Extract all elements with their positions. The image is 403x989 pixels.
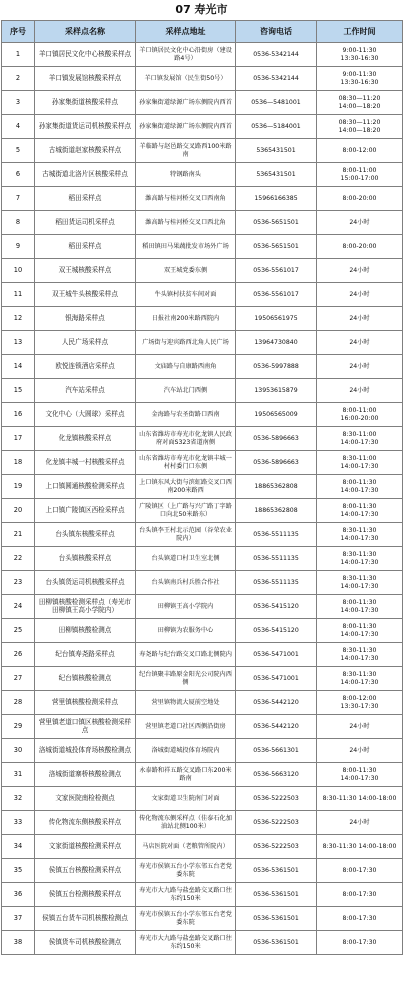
cell-site-address: 羊口镇居民文化中心沿街房（建设路4号） [136, 43, 236, 67]
cell-phone: 0536-5471001 [236, 643, 317, 667]
cell-site-address: 马店医院对面（老粮管所院内） [136, 835, 236, 859]
cell-index: 17 [2, 427, 35, 451]
cell-phone: 5365431501 [236, 139, 317, 163]
cell-site-name: 化龙镇丰城一村核酸采样点 [35, 451, 136, 475]
cell-phone: 0536-5511135 [236, 547, 317, 571]
table-row [2, 379, 403, 403]
cell-site-address: 日报社南200米路西院内 [136, 307, 236, 331]
cell-hours: 8:30-11:30 14:00-17:30 [317, 547, 403, 571]
table-row [2, 571, 403, 595]
cell-phone: 13964730840 [236, 331, 317, 355]
cell-index: 37 [2, 907, 35, 931]
cell-hours: 8:30-11:30 14:00-17:30 [317, 643, 403, 667]
cell-hours: 8:30-11:00 14:00-17:30 [317, 451, 403, 475]
cell-site-address: 田柳镇为农服务中心 [136, 619, 236, 643]
header-index: 序号 [2, 21, 35, 43]
table-row [2, 739, 403, 763]
cell-site-name: 上口镇广陵镇区西检采样点 [35, 499, 136, 523]
cell-site-address: 营里镇物流大厦前空地处 [136, 691, 236, 715]
cell-phone: 0536-5222503 [236, 811, 317, 835]
cell-hours: 8:00-11:30 14:00-17:30 [317, 499, 403, 523]
cell-phone: 19506561975 [236, 307, 317, 331]
cell-site-address: 稻田镇田马果蔬批发市场外广场 [136, 235, 236, 259]
cell-phone: 0536-5222503 [236, 787, 317, 811]
cell-phone: 13953615879 [236, 379, 317, 403]
cell-phone: 0536-5511135 [236, 523, 317, 547]
cell-hours: 8:00-11:30 14:00-17:30 [317, 475, 403, 499]
cell-phone: 0536-5342144 [236, 67, 317, 91]
cell-phone: 0536-5661301 [236, 739, 317, 763]
cell-hours: 24小时 [317, 739, 403, 763]
cell-index: 34 [2, 835, 35, 859]
cell-site-name: 田柳镇核酸检测采样点（寿光市田柳镇王高小学院内） [35, 595, 136, 619]
table-row [2, 667, 403, 691]
cell-phone: 0536-5361501 [236, 883, 317, 907]
table-row [2, 787, 403, 811]
sampling-sites-table [1, 20, 403, 955]
cell-site-address: 传化物流东侧采样点（佳泰石化加油站北侧100米） [136, 811, 236, 835]
cell-site-address: 台头镇李王村北示范园（谷荣农业院内） [136, 523, 236, 547]
cell-phone: 0536-5442120 [236, 691, 317, 715]
cell-site-name: 洛城街道城投体育场核酸检测点 [35, 739, 136, 763]
cell-site-address: 特钢路南头 [136, 163, 236, 187]
cell-site-address: 广陵镇区（上广路与兴广路丁字路口向北50米路东） [136, 499, 236, 523]
table-row [2, 211, 403, 235]
cell-site-address: 永泰路和祥五路交叉路口东200米路南 [136, 763, 236, 787]
cell-index: 11 [2, 283, 35, 307]
cell-site-address: 寿光市大九路与盐垒路交叉路口往东约150米 [136, 931, 236, 955]
cell-phone: 0536-5561017 [236, 259, 317, 283]
cell-phone: 15966166385 [236, 187, 317, 211]
cell-index: 16 [2, 403, 35, 427]
cell-phone: 19506565009 [236, 403, 317, 427]
table-row [2, 163, 403, 187]
cell-site-name: 营里镇老道口镇区核酸检测采样点 [35, 715, 136, 739]
cell-site-address: 台头镇道口村卫生室北侧 [136, 547, 236, 571]
cell-hours: 8:30-11:30 14:00-18:00 [317, 835, 403, 859]
cell-hours: 8:30-11:30 14:00-17:30 [317, 667, 403, 691]
cell-phone: 0536-5361501 [236, 859, 317, 883]
cell-phone: 18865362808 [236, 475, 317, 499]
cell-index: 29 [2, 715, 35, 739]
cell-phone: 0536-5561017 [236, 283, 317, 307]
cell-site-name: 文家街道核酸检测采样点 [35, 835, 136, 859]
cell-site-name: 化龙镇核酸采样点 [35, 427, 136, 451]
cell-phone: 0536-5442120 [236, 715, 317, 739]
header-hours: 工作时间 [317, 21, 403, 43]
cell-site-address: 营里镇老道口社区西侧沿街房 [136, 715, 236, 739]
cell-index: 28 [2, 691, 35, 715]
cell-phone: 0536-5651501 [236, 211, 317, 235]
cell-site-name: 稻田货运司机采样点 [35, 211, 136, 235]
cell-site-name: 台头镇东核酸采样点 [35, 523, 136, 547]
cell-site-address: 纪台镇聚丰路原金阳光公司院内西侧 [136, 667, 236, 691]
cell-hours: 24小时 [317, 211, 403, 235]
table-row [2, 427, 403, 451]
table-row [2, 883, 403, 907]
cell-hours: 08:30—11:20 14:00—18:20 [317, 115, 403, 139]
cell-index: 9 [2, 235, 35, 259]
cell-index: 35 [2, 859, 35, 883]
table-row [2, 691, 403, 715]
cell-index: 5 [2, 139, 35, 163]
table-row [2, 499, 403, 523]
cell-hours: 8:30-11:30 14:00-18:00 [317, 787, 403, 811]
cell-phone: 0536-5222503 [236, 835, 317, 859]
cell-index: 25 [2, 619, 35, 643]
cell-phone: 0536-5896663 [236, 451, 317, 475]
table-row [2, 307, 403, 331]
cell-phone: 0536-5471001 [236, 667, 317, 691]
cell-index: 15 [2, 379, 35, 403]
cell-hours: 8:00-11:30 14:00-17:30 [317, 595, 403, 619]
cell-index: 36 [2, 883, 35, 907]
cell-phone: 0536-5663120 [236, 763, 317, 787]
table-row [2, 187, 403, 211]
cell-site-address: 文家街道卫生院南门对面 [136, 787, 236, 811]
cell-phone: 0536—5481001 [236, 91, 317, 115]
cell-site-address: 牛头镇村扶贫车间对面 [136, 283, 236, 307]
table-row [2, 283, 403, 307]
cell-index: 38 [2, 931, 35, 955]
table-row [2, 931, 403, 955]
header-phone: 咨询电话 [236, 21, 317, 43]
cell-phone: 0536-5342144 [236, 43, 317, 67]
cell-site-name: 侯镇货车司机核酸检测点 [35, 931, 136, 955]
cell-index: 7 [2, 187, 35, 211]
cell-site-address: 山东省潍坊市寿光市化龙镇丰城一村村委门口东侧 [136, 451, 236, 475]
cell-phone: 0536-5896663 [236, 427, 317, 451]
cell-site-address: 汽车站北门西侧 [136, 379, 236, 403]
cell-hours: 8:00-11:00 15:00-17:00 [317, 163, 403, 187]
table-row [2, 403, 403, 427]
table-row [2, 523, 403, 547]
table-row [2, 811, 403, 835]
cell-hours: 24小时 [317, 379, 403, 403]
table-row [2, 475, 403, 499]
cell-site-name: 文化中心（大圆球）采样点 [35, 403, 136, 427]
table-row [2, 907, 403, 931]
cell-site-name: 双王城牛头核酸采样点 [35, 283, 136, 307]
cell-hours: 8:30-11:00 14:00-17:30 [317, 427, 403, 451]
cell-site-address: 寿尧路与纪台路交叉口路北侧院内 [136, 643, 236, 667]
cell-site-address: 寿光市侯镇五台小学东邻五台老党委东院 [136, 907, 236, 931]
cell-site-address: 孙家集街道绿源广场东侧院内西首 [136, 115, 236, 139]
cell-site-name: 稻田采样点 [35, 235, 136, 259]
table-row [2, 259, 403, 283]
cell-index: 4 [2, 115, 35, 139]
cell-phone: 0536-5651501 [236, 235, 317, 259]
cell-hours: 24小时 [317, 307, 403, 331]
cell-hours: 8:30-11:30 14:00-17:30 [317, 523, 403, 547]
cell-phone: 18865362808 [236, 499, 317, 523]
cell-site-name: 纪台镇核酸检测点 [35, 667, 136, 691]
table-row [2, 547, 403, 571]
cell-hours: 9:00-11:30 13:30-16:30 [317, 43, 403, 67]
cell-site-name: 洛城街道寨桥核酸检测点 [35, 763, 136, 787]
cell-index: 18 [2, 451, 35, 475]
table-row [2, 235, 403, 259]
cell-hours: 08:30—11:20 14:00—18:20 [317, 91, 403, 115]
cell-site-address: 羊口镇发展馆（民生街50号） [136, 67, 236, 91]
cell-index: 19 [2, 475, 35, 499]
table-body [2, 43, 403, 955]
table-row [2, 91, 403, 115]
cell-site-address: 孙家集街道绿源广场东侧院内西首 [136, 91, 236, 115]
cell-site-name: 汽车站采样点 [35, 379, 136, 403]
cell-site-address: 台头镇南兵村兵胜合作社 [136, 571, 236, 595]
cell-site-address: 文庙路与自康路西南角 [136, 355, 236, 379]
cell-index: 21 [2, 523, 35, 547]
cell-hours: 8:00-11:30 14:00-17:30 [317, 619, 403, 643]
cell-hours: 8:00-11:00 16:00-20:00 [317, 403, 403, 427]
cell-site-name: 田柳镇核酸检测点 [35, 619, 136, 643]
cell-site-name: 侯镇五台核酸检测采样点 [35, 859, 136, 883]
table-row [2, 595, 403, 619]
cell-site-address: 山东省潍坊市寿光市化龙镇人民政府对面S323省道南侧 [136, 427, 236, 451]
cell-site-name: 双王城核酸采样点 [35, 259, 136, 283]
cell-hours: 8:00-20:00 [317, 187, 403, 211]
cell-hours: 24小时 [317, 811, 403, 835]
cell-index: 31 [2, 763, 35, 787]
cell-site-name: 欧悦连锁酒店采样点 [35, 355, 136, 379]
cell-index: 12 [2, 307, 35, 331]
cell-site-name: 人民广场采样点 [35, 331, 136, 355]
cell-site-name: 侯镇五台检测核酸采样点 [35, 883, 136, 907]
cell-hours: 24小时 [317, 355, 403, 379]
cell-hours: 24小时 [317, 259, 403, 283]
cell-index: 10 [2, 259, 35, 283]
cell-hours: 8:00-17:30 [317, 859, 403, 883]
cell-site-name: 纪台镇寿尧路采样点 [35, 643, 136, 667]
table-row [2, 355, 403, 379]
table-row [2, 139, 403, 163]
cell-index: 32 [2, 787, 35, 811]
table-row [2, 619, 403, 643]
cell-hours: 24小时 [317, 283, 403, 307]
cell-phone: 0536-5997888 [236, 355, 317, 379]
table-row [2, 835, 403, 859]
cell-index: 3 [2, 91, 35, 115]
cell-index: 6 [2, 163, 35, 187]
cell-hours: 8:00-11:30 14:00-17:30 [317, 763, 403, 787]
cell-site-name: 孙家集街道货运司机核酸采样点 [35, 115, 136, 139]
cell-site-name: 上口镇圆通核酸检测采样点 [35, 475, 136, 499]
cell-site-address: 上口镇东风大街与滨虹路交叉口西南200米路西 [136, 475, 236, 499]
table-row [2, 763, 403, 787]
cell-hours: 8:00-20:00 [317, 235, 403, 259]
table-row [2, 715, 403, 739]
cell-site-address: 寿光市大九路与盐垒路交叉路口往东约150米 [136, 883, 236, 907]
cell-site-address: 洛城街道城投体育场院内 [136, 739, 236, 763]
cell-site-name: 营里镇核酸检测采样点 [35, 691, 136, 715]
table-row [2, 859, 403, 883]
table-row [2, 115, 403, 139]
cell-site-name: 文家医院南检检测点 [35, 787, 136, 811]
cell-site-address: 潍高路与桂河桥交叉口西北角 [136, 211, 236, 235]
cell-hours: 24小时 [317, 331, 403, 355]
cell-phone: 0536-5511135 [236, 571, 317, 595]
cell-site-address: 寿光市侯镇五台小学东邻五台老党委东院 [136, 859, 236, 883]
cell-index: 2 [2, 67, 35, 91]
cell-site-name: 羊口镇居民文化中心核酸采样点 [35, 43, 136, 67]
cell-index: 13 [2, 331, 35, 355]
cell-index: 8 [2, 211, 35, 235]
cell-index: 20 [2, 499, 35, 523]
page-title: 07 寿光市 [175, 3, 228, 16]
cell-index: 1 [2, 43, 35, 67]
cell-site-address: 羊临路与赵邑路交叉路西100米路南 [136, 139, 236, 163]
cell-phone: 0536—5184001 [236, 115, 317, 139]
header-site-address: 采样点地址 [136, 21, 236, 43]
table-row [2, 67, 403, 91]
cell-hours: 24小时 [317, 715, 403, 739]
table-row [2, 43, 403, 67]
cell-site-name: 孙家集街道核酸采样点 [35, 91, 136, 115]
cell-hours: 8:00-17:30 [317, 931, 403, 955]
cell-site-name: 稻田采样点 [35, 187, 136, 211]
cell-site-name: 古城街道北洛片区核酸采样点 [35, 163, 136, 187]
cell-site-name: 台头镇货运司机核酸采样点 [35, 571, 136, 595]
cell-phone: 0536-5415120 [236, 619, 317, 643]
table-header-row [2, 21, 403, 43]
cell-site-name: 羊口镇发展馆核酸采样点 [35, 67, 136, 91]
cell-phone: 0536-5361501 [236, 931, 317, 955]
table-row [2, 331, 403, 355]
table-row [2, 643, 403, 667]
cell-hours: 9:00-11:30 13:30-16:30 [317, 67, 403, 91]
cell-hours: 8:00-17:30 [317, 883, 403, 907]
cell-site-name: 台头镇核酸采样点 [35, 547, 136, 571]
cell-site-address: 金海路与农圣街路口西南 [136, 403, 236, 427]
table-row [2, 451, 403, 475]
cell-site-address: 田柳镇王高小学院内 [136, 595, 236, 619]
cell-site-address: 广场街与迎宾路西北角人民广场 [136, 331, 236, 355]
cell-site-name: 银海路采样点 [35, 307, 136, 331]
cell-site-name: 传化物流东侧核酸采样点 [35, 811, 136, 835]
cell-hours: 8:00-17:30 [317, 907, 403, 931]
cell-site-address: 潍高路与桂河桥交叉口西南角 [136, 187, 236, 211]
cell-phone: 5365431501 [236, 163, 317, 187]
header-site-name: 采样点名称 [35, 21, 136, 43]
cell-index: 24 [2, 595, 35, 619]
cell-index: 27 [2, 667, 35, 691]
cell-phone: 0536-5361501 [236, 907, 317, 931]
cell-index: 30 [2, 739, 35, 763]
cell-site-name: 侯镇五台货车司机核酸检测点 [35, 907, 136, 931]
cell-hours: 8:30-11:30 14:00-17:30 [317, 571, 403, 595]
cell-site-name: 古城街道赵家核酸采样点 [35, 139, 136, 163]
cell-index: 26 [2, 643, 35, 667]
cell-index: 22 [2, 547, 35, 571]
cell-phone: 0536-5415120 [236, 595, 317, 619]
cell-index: 23 [2, 571, 35, 595]
cell-hours: 8:00-12:00 [317, 139, 403, 163]
cell-index: 14 [2, 355, 35, 379]
cell-hours: 8:00-12:00 13:30-17:30 [317, 691, 403, 715]
cell-site-address: 双王城党委东侧 [136, 259, 236, 283]
cell-index: 33 [2, 811, 35, 835]
